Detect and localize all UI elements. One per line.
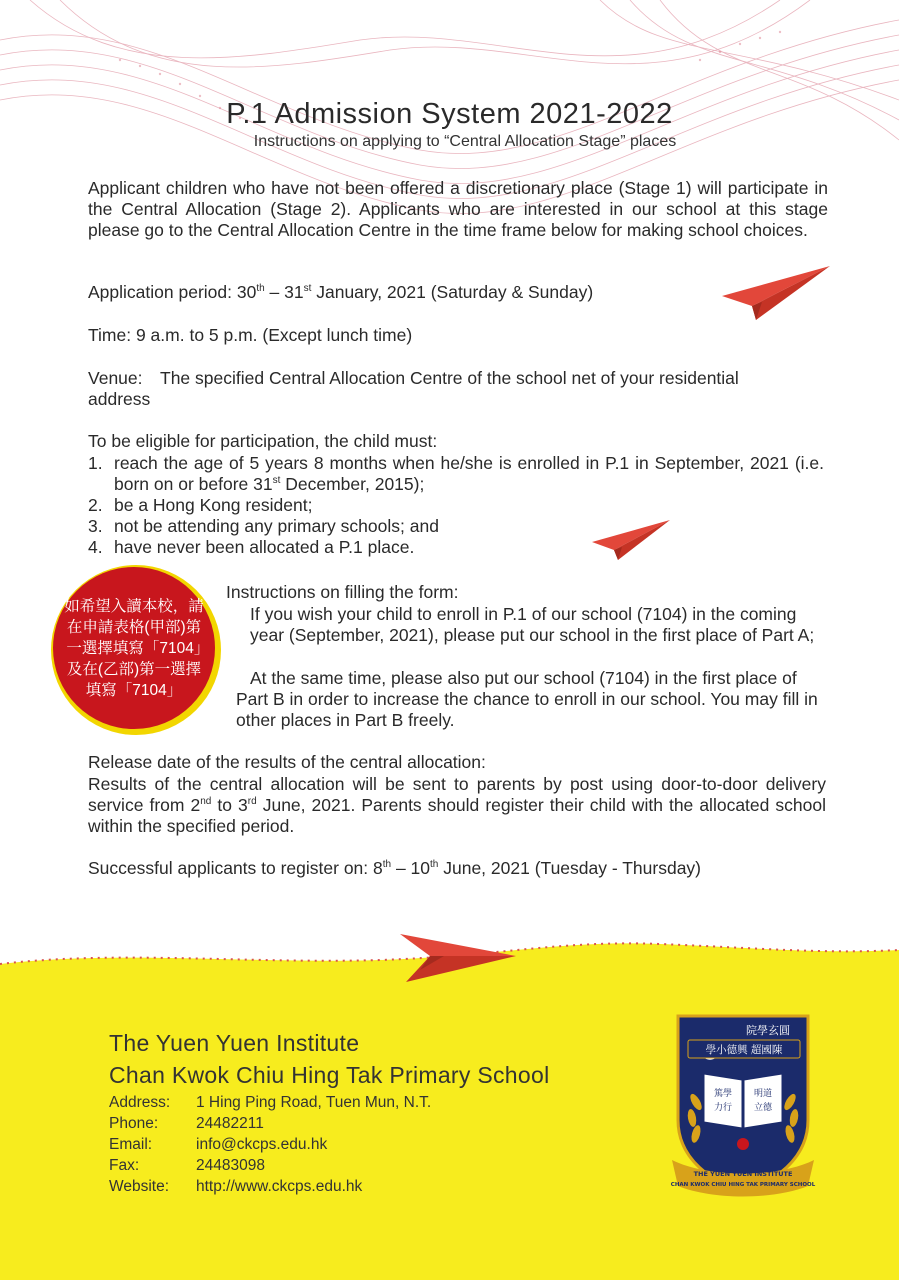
intro-paragraph: Applicant children who have not been offered a discretionary place (Stage 1) will participate in the Central Allocation (Stage 2). Applicants who are interested in our school at this stage please go to the Central Allocation Centre in the time frame below for making school choices. <box>88 178 828 240</box>
venue-label: Venue: <box>88 368 143 388</box>
school-name-line-2: Chan Kwok Chiu Hing Tak Primary School <box>109 1062 550 1088</box>
contact-row-website <box>109 1176 569 1197</box>
contact-label: Fax: <box>109 1157 140 1174</box>
svg-text:力行: 力行 <box>713 1103 733 1113</box>
list-number: 3. <box>88 516 103 536</box>
list-number: 1. <box>88 453 103 473</box>
list-text: be a Hong Kong resident; <box>114 495 313 515</box>
paper-plane-icon <box>592 520 670 560</box>
list-item <box>88 495 824 516</box>
sup-nd: nd <box>200 796 212 808</box>
sup-rd: rd <box>247 796 257 808</box>
register-mid: – 10 <box>391 858 431 878</box>
school-crest-logo <box>668 1010 818 1200</box>
contact-info <box>109 1092 569 1202</box>
contact-value[interactable]: http://www.ckcps.edu.hk <box>196 1178 363 1195</box>
contact-label: Phone: <box>109 1115 159 1132</box>
release-text-b: to 3 <box>211 795 248 815</box>
contact-label: Address: <box>109 1094 171 1111</box>
contact-value: 24482211 <box>196 1115 264 1132</box>
contact-label: Website: <box>109 1178 170 1195</box>
instruction-text-1: If you wish your child to enroll in P.1 of our school (7104) in the coming year (September, 2021), please put our school in the first place of Part A; <box>250 604 815 645</box>
instruction-item-2 <box>236 668 824 731</box>
release-title: Release date of the results of the central allocation: <box>88 752 486 772</box>
school-name-line-1: The Yuen Yuen Institute <box>109 1030 360 1056</box>
paper-plane-icon <box>722 266 830 320</box>
instruction-item-1 <box>242 604 824 646</box>
svg-text:CHAN KWOK CHIU HING TAK PRIMAR: CHAN KWOK CHIU HING TAK PRIMARY SCHOOL <box>670 1182 816 1188</box>
instruction-text-2: At the same time, please also put our school (7104) in the first place of Part B in order to increase the chance to enroll in our school. You may fill in other places in Part B freely. <box>236 668 818 730</box>
contact-value: 1 Hing Ping Road, Tuen Mun, N.T. <box>196 1094 432 1111</box>
eligibility-title: To be eligible for participation, the child must: <box>88 431 438 451</box>
badge-text: 如希望入讀本校，請在申請表格(甲部)第一選擇填寫「7104」及在(乙部)第一選擇填寫「7104」 <box>64 597 204 699</box>
application-period-mid: – 31 <box>264 282 304 302</box>
chinese-notice-badge <box>51 565 221 735</box>
contact-row-address <box>109 1092 569 1113</box>
svg-text:立德: 立德 <box>753 1103 773 1113</box>
register-prefix: Successful applicants to register on: 8 <box>88 858 383 878</box>
venue-value-text: The specified Central Allocation Centre of the school net of your residential address <box>88 368 739 409</box>
list-text-end: December, 2015); <box>280 474 425 494</box>
list-text: have never been allocated a P.1 place. <box>114 537 415 557</box>
list-item <box>88 537 824 558</box>
svg-text:THE YUEN YUEN INSTITUTE: THE YUEN YUEN INSTITUTE <box>693 1170 793 1178</box>
sup-th: th <box>430 859 439 871</box>
contact-row-phone <box>109 1113 569 1134</box>
list-text: not be attending any primary schools; and <box>114 516 439 536</box>
application-period-prefix: Application period: 30 <box>88 282 257 302</box>
application-period-suffix: January, 2021 (Saturday & Sunday) <box>311 282 594 302</box>
sup-th: th <box>382 859 392 871</box>
sup-st: st <box>272 475 281 487</box>
page-title: P.1 Admission System 2021-2022 <box>226 98 673 130</box>
svg-text:院學玄圓: 院學玄圓 <box>746 1024 790 1037</box>
contact-row-email <box>109 1134 569 1155</box>
svg-text:明道: 明道 <box>753 1089 773 1099</box>
list-number: 2. <box>88 495 103 515</box>
list-item <box>88 453 824 495</box>
contact-value: 24483098 <box>196 1157 265 1174</box>
time-line: Time: 9 a.m. to 5 p.m. (Except lunch time) <box>88 325 413 345</box>
register-line <box>88 858 701 879</box>
list-text: reach the age of 5 years 8 months when he/she is enrolled in P.1 in September, 2021 (i.e. born on or before 31 <box>114 453 824 494</box>
application-period <box>88 282 593 303</box>
badge-circle <box>53 567 215 729</box>
svg-text:篤學: 篤學 <box>713 1089 733 1099</box>
release-text-a: Results of the central allocation will be sent to parents by post using door-to-door delivery service from 2 <box>88 774 826 815</box>
contact-label: Email: <box>109 1136 153 1153</box>
contact-row-fax <box>109 1155 569 1176</box>
paper-plane-icon <box>400 934 516 982</box>
venue-value <box>88 368 788 410</box>
release-text-c: June, 2021. Parents should register their child with the allocated school within the specified period. <box>88 795 826 836</box>
contact-value[interactable]: info@ckcps.edu.hk <box>196 1136 328 1153</box>
list-item <box>88 516 824 537</box>
instructions-title: Instructions on filling the form: <box>226 582 459 602</box>
register-suffix: June, 2021 (Tuesday - Thursday) <box>438 858 702 878</box>
list-number: 4. <box>88 537 103 557</box>
svg-text:學小德興 超國陳: 學小德興 超國陳 <box>705 1044 783 1056</box>
page-subtitle: Instructions on applying to “Central Allocation Stage” places <box>253 133 677 150</box>
release-body <box>88 774 826 837</box>
sup-st: st <box>303 283 312 295</box>
sup-th: th <box>256 283 265 295</box>
eligibility-list <box>88 453 824 558</box>
